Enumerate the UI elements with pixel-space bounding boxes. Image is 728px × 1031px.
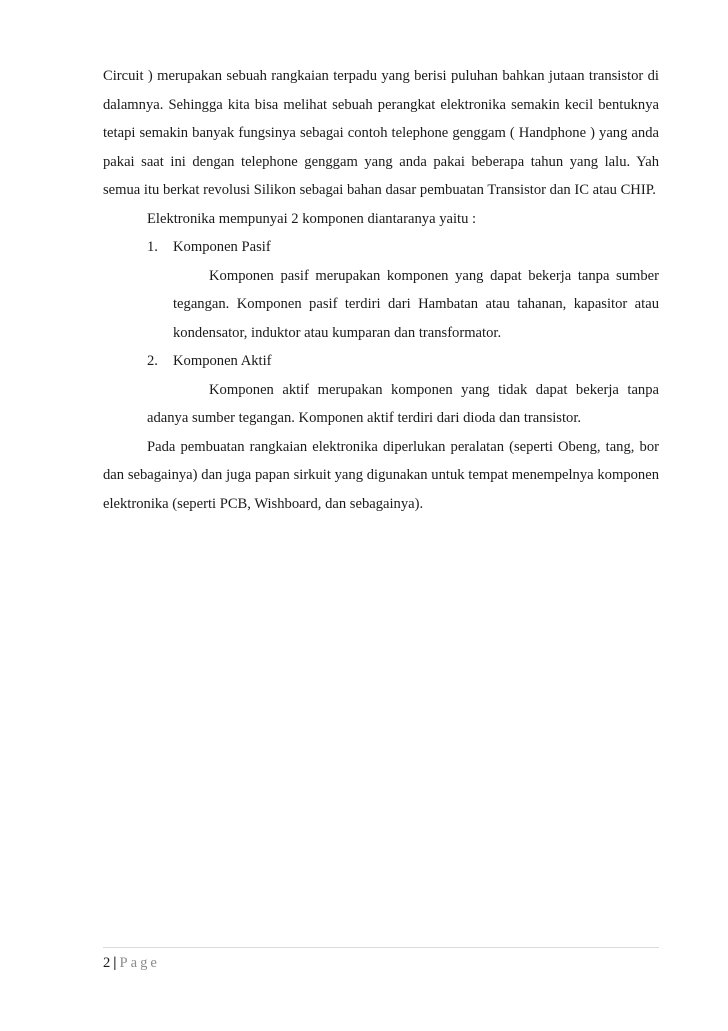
list-heading: Komponen Aktif: [173, 353, 272, 369]
document-body: [103, 62, 659, 518]
page-footer: [103, 953, 160, 973]
paragraph-line: dalamnya. Sehingga kita bisa melihat sebuah perangkat elektronika semakin kecil bentuknya: [103, 96, 659, 113]
closing-paragraph: Pada pembuatan rangkaian elektronika diperlukan peralatan (seperti Obeng, tang, bor dan sebagainya) dan juga papan sirkuit yang digunakan untuk tempat menempelnya komponen elektronika (seperti PCB, Wishboard, dan sebagainya).: [103, 438, 659, 512]
list-number: 1.: [147, 239, 158, 255]
paragraph-line: Circuit ) merupakan sebuah rangkaian terpadu yang berisi puluhan bahkan jutaan transistor di: [103, 68, 659, 84]
paragraph-line: tetapi semakin banyak fungsinya sebagai contoh telephone genggam ( Handphone ) yang anda: [103, 125, 659, 141]
paragraph-circuit: [103, 62, 659, 205]
paragraph-line: semua itu berkat revolusi Silikon sebagai bahan dasar pembuatan Transistor dan IC atau: [103, 182, 621, 198]
page-number: 2: [103, 955, 111, 971]
intro-line: Elektronika mempunyai 2 komponen diantaranya yaitu :: [147, 210, 477, 227]
paragraph-line: CHIP.: [620, 182, 656, 198]
page-label: Page: [119, 955, 160, 971]
list-item-komponen-aktif: [103, 347, 659, 376]
list-number: 2.: [147, 353, 158, 369]
list-heading: Komponen Pasif: [173, 239, 271, 255]
list-item-komponen-pasif: [103, 233, 659, 262]
footer-divider: [103, 947, 659, 948]
footer-separator: |: [113, 955, 117, 971]
paragraph-line: pakai saat ini dengan telephone genggam yang anda pakai beberapa tahun yang lalu. Yah: [103, 153, 659, 170]
list-body-komponen-pasif: Komponen pasif merupakan komponen yang dapat bekerja tanpa sumber tegangan. Komponen pasif terdiri dari Hambatan atau tahanan, kapasitor atau kondensator, induktor atau kumparan dan transformator.: [173, 267, 659, 341]
list-body-komponen-aktif: Komponen aktif merupakan komponen yang tidak dapat bekerja tanpa adanya sumber tegangan. Komponen aktif terdiri dari dioda dan transistor.: [147, 381, 659, 426]
